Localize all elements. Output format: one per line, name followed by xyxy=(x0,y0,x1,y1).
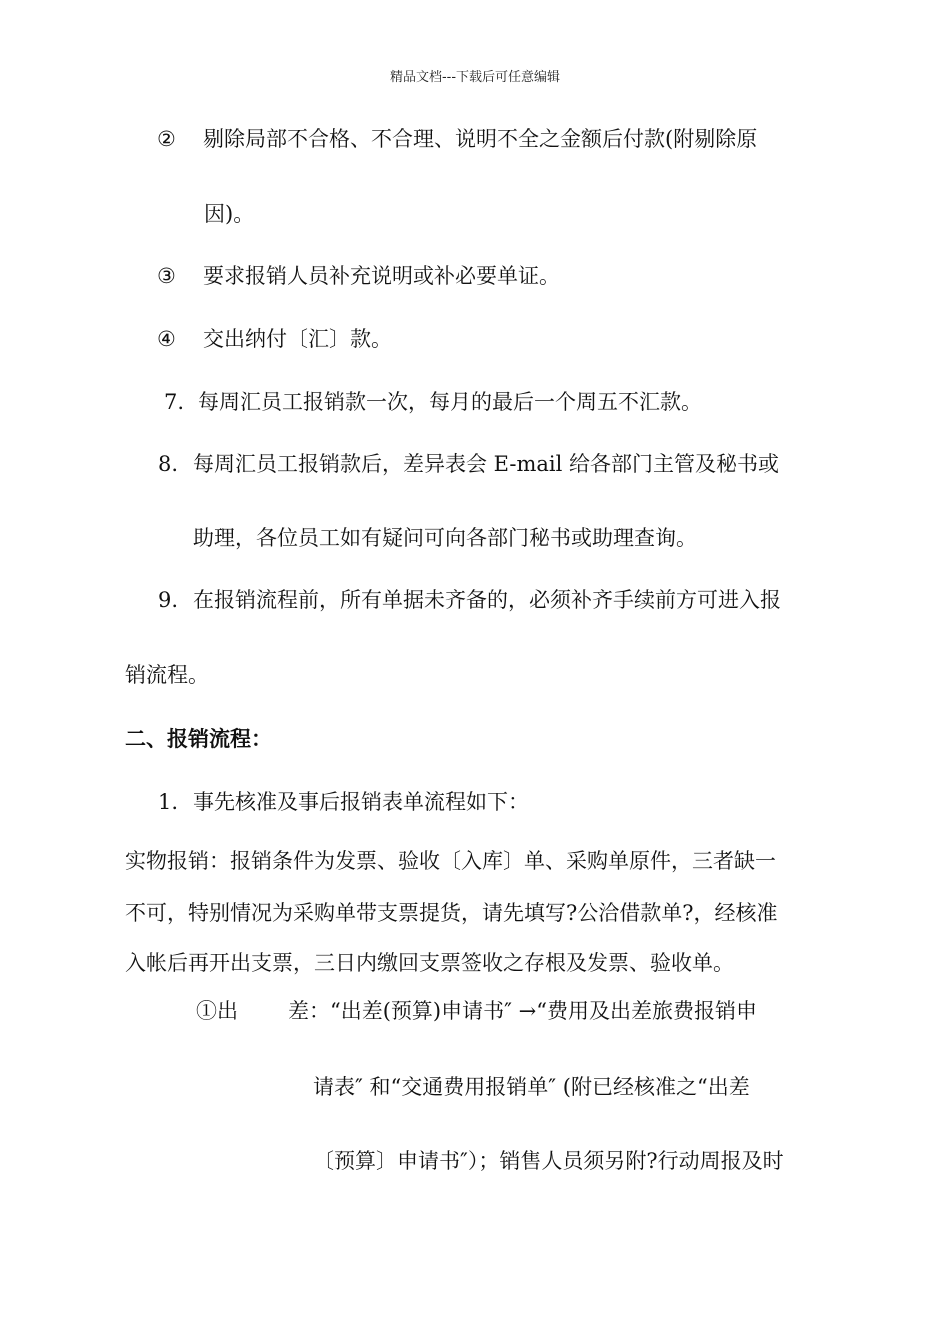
line-17 xyxy=(313,1147,784,1175)
line-text: 在报销流程前，所有单据未齐备的，必须补齐手续前方可进入报 xyxy=(193,588,781,612)
line-13 xyxy=(125,899,778,927)
line-15 xyxy=(196,997,757,1025)
list-marker: 7. xyxy=(164,390,185,414)
line-4 xyxy=(157,325,392,353)
line-12 xyxy=(125,847,776,875)
list-marker: ④ xyxy=(157,327,176,351)
section-heading: 二、报销流程： xyxy=(125,727,272,751)
line-9 xyxy=(125,661,209,689)
line-7 xyxy=(193,524,697,552)
line-14 xyxy=(125,949,734,977)
list-marker: ①出 xyxy=(196,999,238,1023)
line-text: 剔除局部不合格、不合理、说明不全之金额后付款(附剔除原 xyxy=(203,127,758,151)
list-marker: 1. xyxy=(158,790,179,814)
line-text: 入帐后再开出支票，三日内缴回支票签收之存根及发票、验收单。 xyxy=(125,951,734,975)
line-8 xyxy=(158,586,781,614)
list-marker: 9. xyxy=(158,588,179,612)
list-marker: 8. xyxy=(158,452,179,476)
line-11 xyxy=(158,788,529,816)
line-text: 事先核准及事后报销表单流程如下： xyxy=(193,790,529,814)
line-text: 不可，特别情况为采购单带支票提货，请先填写?公洽借款单?，经核准 xyxy=(125,901,778,925)
line-text: 请表″ 和“交通费用报销单″ (附已经核准之“出差 xyxy=(313,1075,750,1099)
line-6 xyxy=(158,450,779,478)
line-text: 要求报销人员补充说明或补必要单证。 xyxy=(203,264,560,288)
list-marker: ③ xyxy=(157,264,176,288)
line-text: 助理，各位员工如有疑问可向各部门秘书或助理查询。 xyxy=(193,526,697,550)
line-text: 交出纳付〔汇〕款。 xyxy=(203,327,392,351)
line-text: 〔预算〕申请书″）；销售人员须另附?行动周报及时 xyxy=(313,1149,784,1173)
line-text: 差：“出差(预算)申请书″ →“费用及出差旅费报销申 xyxy=(288,999,757,1023)
line-text: 每周汇员工报销款后，差异表会 E-mail 给各部门主管及秘书或 xyxy=(193,452,780,476)
line-text: 实物报销：报销条件为发票、验收〔入库〕单、采购单原件，三者缺一 xyxy=(125,849,776,873)
line-3 xyxy=(157,262,560,290)
line-2 xyxy=(204,200,254,228)
line-16 xyxy=(313,1073,750,1101)
line-text: 因)。 xyxy=(204,202,255,226)
line-text: 每周汇员工报销款一次，每月的最后一个周五不汇款。 xyxy=(198,390,702,414)
page-header: 精品文档---下载后可任意编辑 xyxy=(389,70,561,85)
line-5 xyxy=(164,388,702,416)
line-1 xyxy=(157,125,757,153)
list-marker: ② xyxy=(157,127,176,151)
line-text: 销流程。 xyxy=(125,663,209,687)
